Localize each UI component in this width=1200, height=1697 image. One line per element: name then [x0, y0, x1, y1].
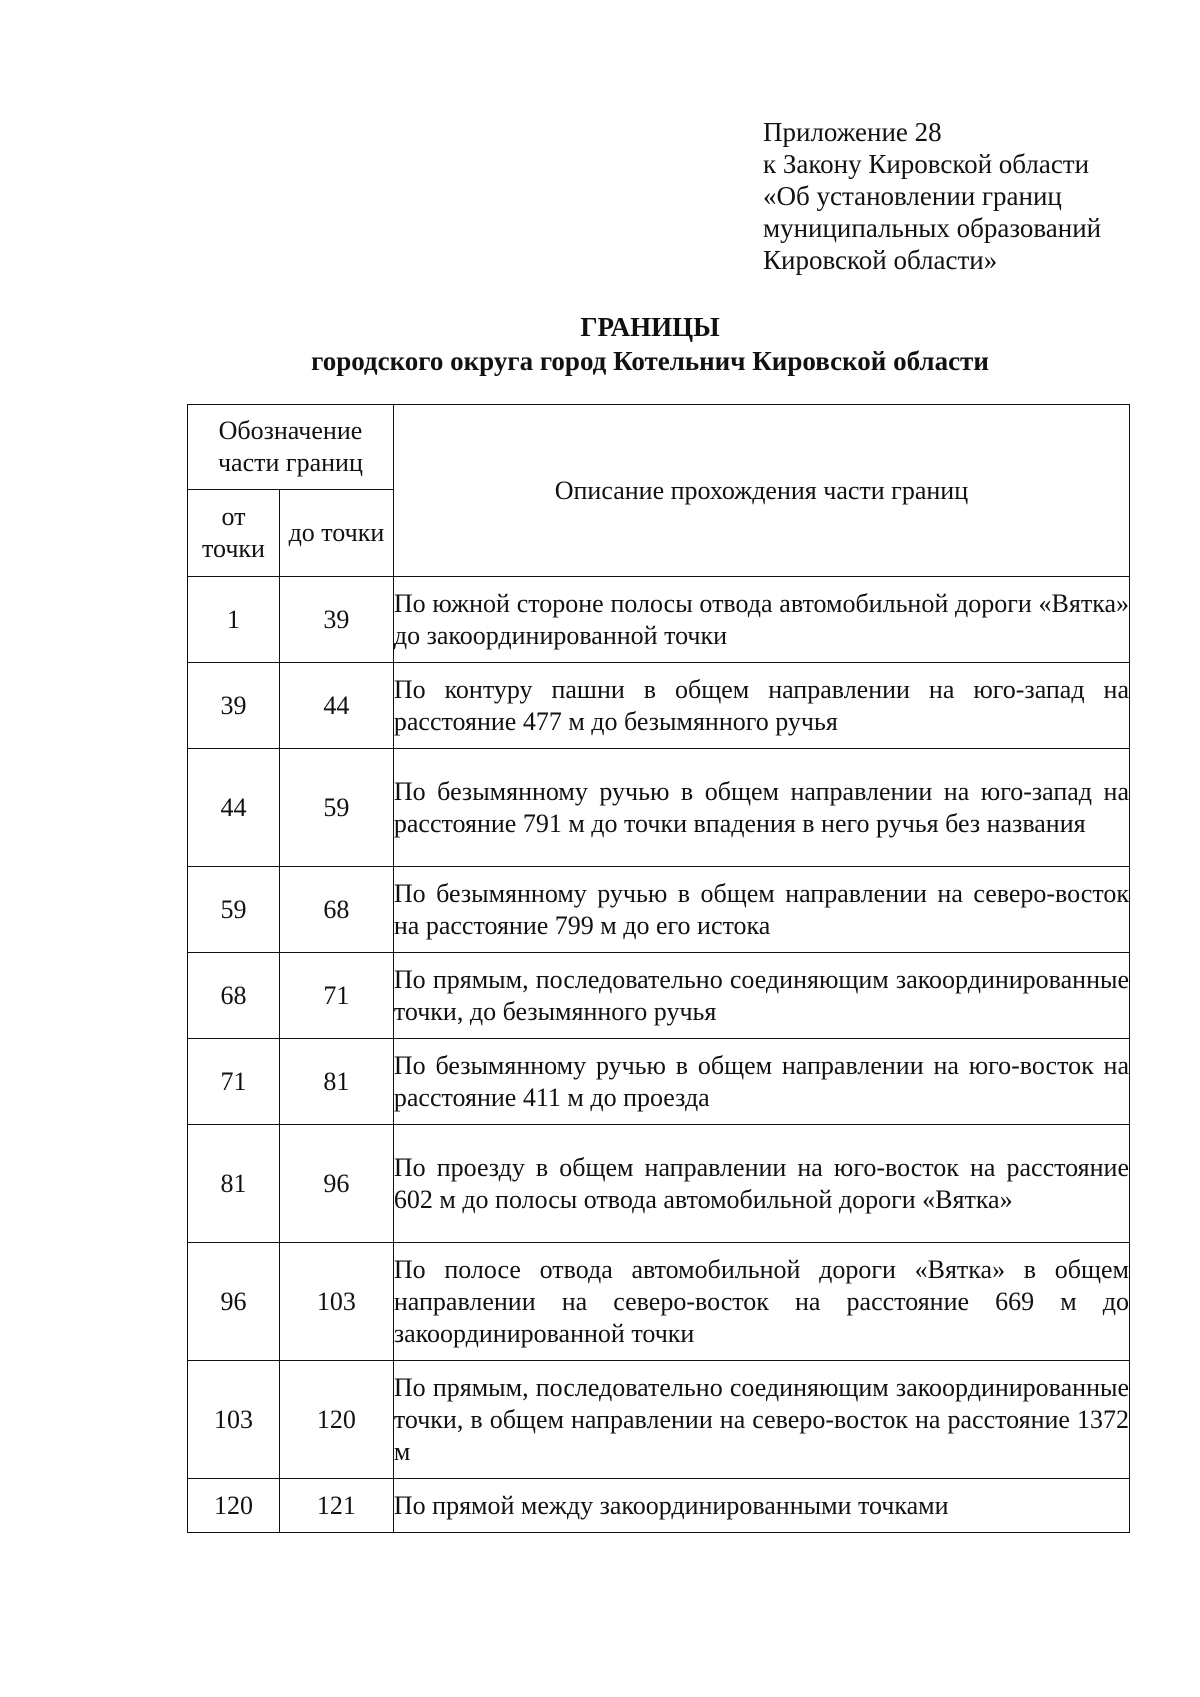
- cell-description: По прямой между закоординированными точками: [393, 1479, 1129, 1533]
- cell-to: 96: [279, 1125, 393, 1243]
- title-sub: городского округа город Котельнич Кировской области: [311, 346, 989, 376]
- cell-from: 68: [188, 953, 280, 1039]
- cell-from: 96: [188, 1243, 280, 1361]
- cell-description: По безымянному ручью в общем направлении на северо-восток на расстояние 799 м до его истока: [393, 867, 1129, 953]
- cell-description: По прямым, последовательно соединяющим закоординированные точки, в общем направлении на северо-восток на расстояние 1372 м: [393, 1361, 1129, 1479]
- cell-to: 71: [279, 953, 393, 1039]
- cell-from: 120: [188, 1479, 280, 1533]
- cell-to: 120: [279, 1361, 393, 1479]
- appendix-line: «Об установлении границ: [763, 181, 1062, 211]
- table-row: [188, 1125, 1130, 1243]
- cell-to: 121: [279, 1479, 393, 1533]
- table-row: [188, 1039, 1130, 1125]
- table-row: [188, 663, 1130, 749]
- cell-to: 44: [279, 663, 393, 749]
- table-row: [188, 1243, 1130, 1361]
- cell-from: 59: [188, 867, 280, 953]
- document-title: [150, 310, 1150, 378]
- appendix-line: Приложение 28: [763, 117, 942, 147]
- cell-from: 103: [188, 1361, 280, 1479]
- table-row: [188, 1361, 1130, 1479]
- title-main: ГРАНИЦЫ: [580, 312, 720, 342]
- header-designation: Обозначение части границ: [188, 405, 394, 490]
- appendix-line: муниципальных образований: [763, 213, 1102, 243]
- cell-from: 81: [188, 1125, 280, 1243]
- cell-to: 81: [279, 1039, 393, 1125]
- cell-to: 59: [279, 749, 393, 867]
- boundaries-table: [187, 404, 1130, 1533]
- cell-from: 39: [188, 663, 280, 749]
- header-to: до точки: [279, 490, 393, 577]
- table-row: [188, 867, 1130, 953]
- cell-description: По безымянному ручью в общем направлении на юго-запад на расстояние 791 м до точки впадения в него ручья без названия: [393, 749, 1129, 867]
- cell-from: 44: [188, 749, 280, 867]
- table-row: [188, 749, 1130, 867]
- appendix-header: [763, 116, 1101, 276]
- table-row: [188, 1479, 1130, 1533]
- cell-description: По прямым, последовательно соединяющим закоординированные точки, до безымянного ручья: [393, 953, 1129, 1039]
- cell-description: По полосе отвода автомобильной дороги «Вятка» в общем направлении на северо-восток на расстояние 669 м до закоординированной точки: [393, 1243, 1129, 1361]
- cell-to: 68: [279, 867, 393, 953]
- cell-to: 39: [279, 577, 393, 663]
- cell-from: 71: [188, 1039, 280, 1125]
- cell-to: 103: [279, 1243, 393, 1361]
- table-row: [188, 953, 1130, 1039]
- table-row: [188, 577, 1130, 663]
- cell-description: По проезду в общем направлении на юго-восток на расстояние 602 м до полосы отвода автомобильной дороги «Вятка»: [393, 1125, 1129, 1243]
- cell-description: По контуру пашни в общем направлении на юго-запад на расстояние 477 м до безымянного ручья: [393, 663, 1129, 749]
- appendix-line: к Закону Кировской области: [763, 149, 1090, 179]
- cell-description: По южной стороне полосы отвода автомобильной дороги «Вятка» до закоординированной точки: [393, 577, 1129, 663]
- cell-from: 1: [188, 577, 280, 663]
- cell-description: По безымянному ручью в общем направлении на юго-восток на расстояние 411 м до проезда: [393, 1039, 1129, 1125]
- appendix-line: Кировской области»: [763, 245, 998, 275]
- header-from: от точки: [188, 490, 280, 577]
- header-description: Описание прохождения части границ: [393, 405, 1129, 577]
